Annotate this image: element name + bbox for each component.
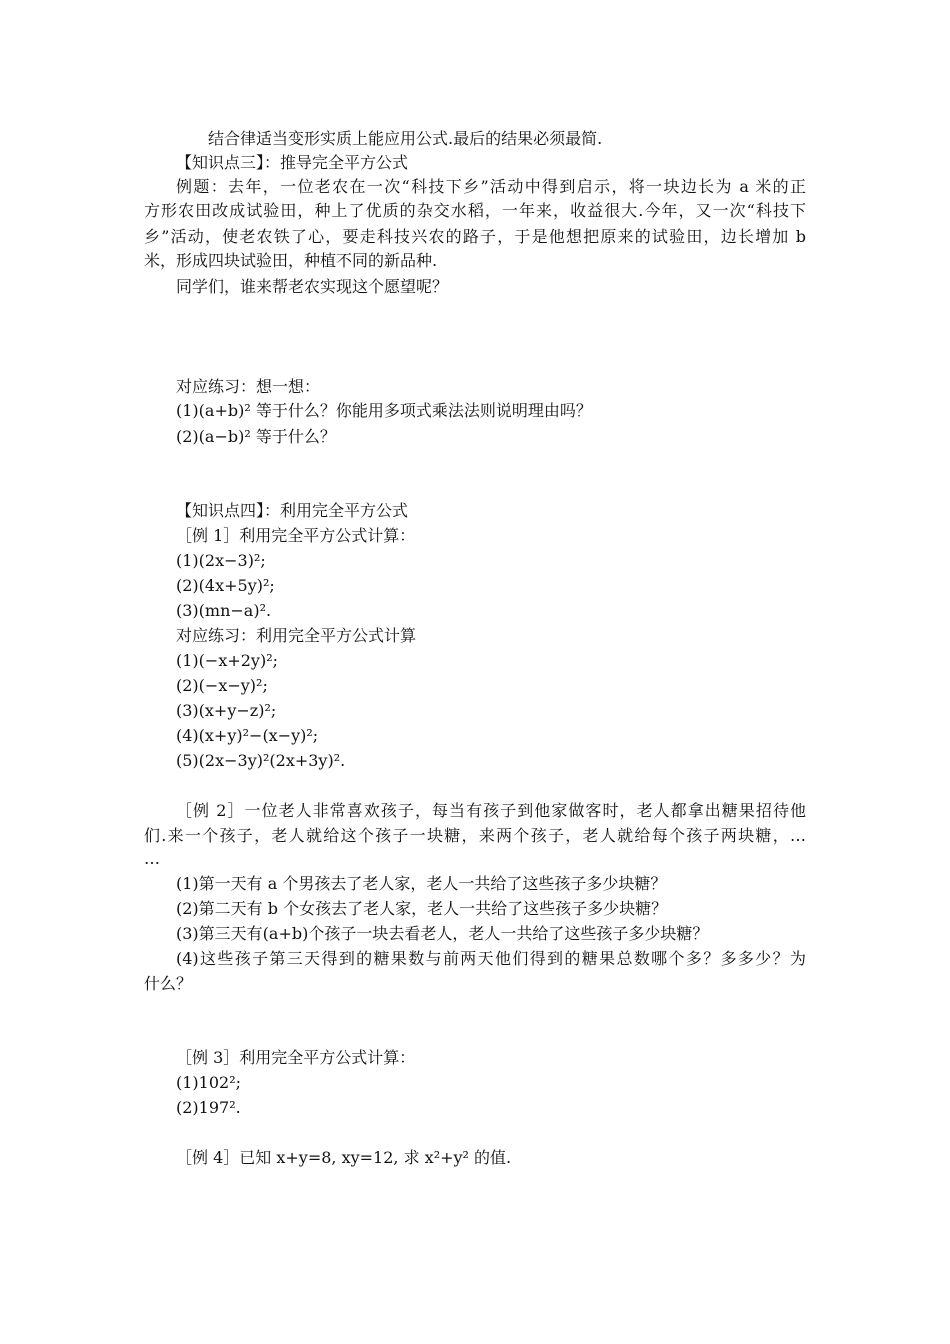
- section3-example-line: 米，形成四块试验田，种植不同的新品种.: [144, 251, 438, 270]
- section4-practice-item: (3)(x+y−z)²;: [176, 701, 277, 720]
- example3-title: ［例 3］利用完全平方公式计算：: [176, 1048, 416, 1067]
- example2-item: (3)第三天有(a+b)个孩子一块去看老人，老人一共给了这些孩子多少块糖？: [176, 924, 709, 943]
- example2-line: 们.来一个孩子，老人就给这个孩子一块糖，来两个孩子，老人就给每个孩子两块糖，…: [144, 826, 806, 845]
- example1-item: (3)(mn−a)².: [176, 601, 272, 620]
- section4-practice-title: 对应练习：利用完全平方公式计算: [176, 626, 417, 645]
- example2-item: (4)这些孩子第三天得到的糖果数与前两天他们得到的糖果总数哪个多？多多少？为: [176, 949, 806, 968]
- section4-practice-item: (1)(−x+2y)²;: [176, 651, 279, 670]
- example4-text: ［例 4］已知 x+y=8, xy=12, 求 x²+y² 的值.: [176, 1148, 512, 1167]
- section3-example-line: 方形农田改成试验田，种上了优质的杂交水稻，一年来，收益很大.今年，又一次“科技下: [144, 201, 806, 220]
- example2-item: 什么？: [144, 974, 193, 993]
- example1-item: (1)(2x−3)²;: [176, 551, 266, 570]
- section4-heading: 【知识点四】：利用完全平方公式: [176, 501, 409, 520]
- section3-practice-title: 对应练习：想一想：: [176, 377, 321, 396]
- example1-item: (2)(4x+5y)²;: [176, 576, 275, 595]
- section4-practice-item: (2)(−x−y)²;: [176, 676, 268, 695]
- intro-line: 结合律适当变形实质上能应用公式.最后的结果必须最简.: [208, 129, 603, 148]
- section3-practice-item: (1)(a+b)² 等于什么？你能用多项式乘法法则说明理由吗？: [176, 401, 592, 420]
- section3-example-line: 乡”活动，使老农铁了心，要走科技兴农的路子，于是他想把原来的试验田，边长增加 b: [144, 227, 806, 246]
- example3-item: (1)102²;: [176, 1073, 242, 1092]
- section3-question: 同学们，谁来帮老农实现这个愿望呢？: [176, 277, 449, 296]
- section3-heading: 【知识点三】：推导完全平方公式: [176, 153, 409, 172]
- section3-practice-item: (2)(a−b)² 等于什么？: [176, 427, 336, 446]
- section4-practice-item: (4)(x+y)²−(x−y)²;: [176, 726, 319, 745]
- section3-example-line: 例题：去年，一位老农在一次“科技下乡”活动中得到启示，将一块边长为 a 米的正: [176, 177, 806, 196]
- example2-item: (2)第二天有 b 个女孩去了老人家，老人一共给了这些孩子多少块糖？: [176, 899, 668, 918]
- example1-title: ［例 1］利用完全平方公式计算：: [176, 526, 416, 545]
- example2-line: …: [144, 849, 160, 868]
- example2-line: ［例 2］一位老人非常喜欢孩子，每当有孩子到他家做客时，老人都拿出糖果招待他: [176, 801, 806, 820]
- example3-item: (2)197².: [176, 1098, 241, 1117]
- example2-item: (1)第一天有 a 个男孩去了老人家，老人一共给了这些孩子多少块糖？: [176, 874, 667, 893]
- section4-practice-item: (5)(2x−3y)²(2x+3y)².: [176, 751, 346, 770]
